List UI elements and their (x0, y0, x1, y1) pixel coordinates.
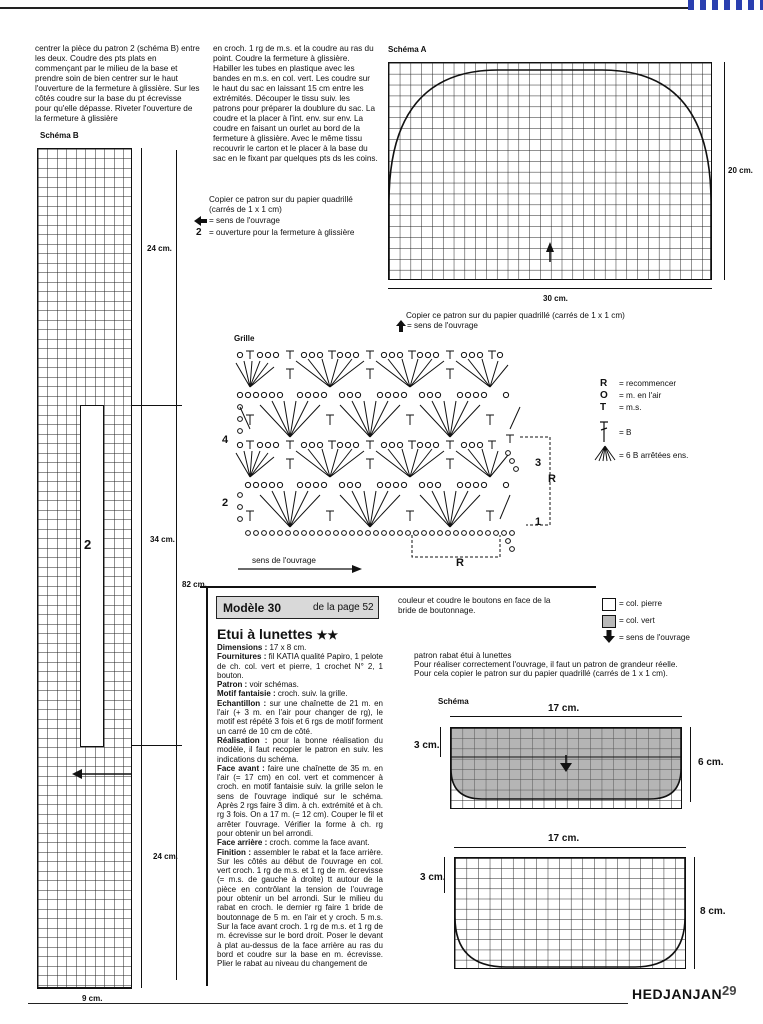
bot-width-line (454, 847, 686, 848)
grille-chart (230, 345, 560, 577)
modele-title: Etui à lunettes (217, 626, 313, 642)
sens-text: = sens de l'ouvrage (619, 633, 690, 642)
top-width-line (450, 716, 682, 717)
symbol-r-text: = recommencer (619, 379, 677, 388)
modele-frame-top (200, 586, 596, 588)
schema-b-dim-line (141, 148, 142, 988)
left-arrow-icon (194, 216, 208, 226)
schema-b-arrow-icon (72, 768, 134, 780)
schema-b-24-bottom: 24 cm. (153, 852, 178, 861)
bot-pattern-shape (454, 857, 686, 969)
schema-small-title: Schéma (438, 697, 469, 706)
symbol-o: O (600, 390, 608, 401)
modele-from-page: de la page 52 (313, 602, 374, 613)
vert-swatch (602, 615, 616, 628)
up-arrow-icon (396, 320, 406, 332)
modele-para: Motif fantaisie : croch. suiv. la grille. (217, 689, 348, 699)
bot-right-label: 8 cm. (700, 906, 726, 917)
schema-b-number: 2 (84, 537, 92, 552)
patron-line2: Pour cela copier le patron sur du papier quadrillé (carrés de 1 x 1 cm). (414, 669, 668, 678)
patron-line1: Pour réaliser correctement l'ouvrage, il faut un patron de grandeur réelle. (414, 660, 678, 669)
grille-title: Grille (234, 334, 255, 343)
page-number: 29 (722, 983, 737, 998)
schema-b-dim-tick (132, 405, 182, 406)
fan-stitch-icon (593, 444, 617, 462)
symbol-b-text: = B (619, 428, 632, 437)
bottom-border (28, 1003, 628, 1004)
schema-b-24-top: 24 cm. (147, 244, 172, 253)
top-left-dim (440, 727, 441, 757)
modele-header (216, 596, 379, 619)
grille-row-1: 1 (535, 516, 542, 528)
modele-para: Echantillon : sur une chaînette de 21 m. en l'air (+ 3 m. en l'air pour changer de rg), le motif est répété 3 fois et 6 rgs de motif forment un carré de 10 cm de côté. (217, 698, 384, 736)
legend-b-num-text: = ouverture pour la fermeture à glissière (209, 228, 355, 237)
schema-a-height: 20 cm. (728, 166, 753, 175)
grille-row-3: 3 (535, 457, 542, 469)
patron-title: patron rabat étui à lunettes (414, 651, 512, 660)
pierre-swatch (602, 598, 616, 611)
symbol-t: T (600, 402, 607, 413)
modele-para: Face avant : faire une chaînette de 35 m. en l'air (= 17 cm) en col. vert et commencer à croch. en motif fantaisie suiv. la grille selon le sens de l'ouvrage indiqué sur le schéma. Après 2 rgs faire 3 dim. à ch. extrémité et à ch. rg 3 fois. On a 17 m. (= 12 cm). Couper le fil et arrêter l'ouvrage. Vérifier la forme à ch. rg pour obtenir un bel arrondi. (217, 763, 383, 838)
modele-para: Patron : voir schémas. (217, 680, 299, 690)
legend-b-copy: Copier ce patron sur du papier quadrillé (carrés de 1 x 1 cm) (209, 195, 353, 214)
schema-b-82: 82 cm. (182, 580, 207, 589)
modele-para: Face arrière : croch. comme la face avant. (217, 838, 370, 848)
modele-para: Finition : assembler le rabat et la face arrière. Sur les côtés au début de l'ouvrage en col. vert croch. 1 rg de m.s. et 1 rg de m. écrevisse (= m.s. de gauche à droite) tt autour de la pièce en contrôlant la tension de l'ouvrage pour obtenir un bel arrondi. Sur le milieu du rabat en croch. le dernier rg faire 1 bride de boutonnage de 5 m. en l'air et y croch. 5 m.s. Sur la face avant croch. 1 rg de m.s. et 1 rg de m. écrevisse sur le bord droit. Poser le devant à plat au-dessus de la face arrière au ras du bord et coudre sur la base en m. écrevisse. Plier le rabat au niveau du changement de (217, 847, 384, 969)
schema-a-height-line (724, 62, 725, 280)
top-pattern-shape (450, 727, 682, 809)
symbol-t-text: = m.s. (619, 403, 642, 412)
scan-edge-pattern (688, 0, 763, 10)
top-right-dim (690, 727, 691, 802)
modele-stars: ★★ (316, 628, 339, 642)
right-arrow-icon (238, 564, 362, 574)
schema-a-title: Schéma A (388, 45, 427, 54)
schema-b-width-line (37, 988, 132, 989)
schema-b-9: 9 cm. (82, 994, 103, 1003)
top-right-label: 6 cm. (698, 757, 724, 768)
col4-text: couleur et coudre le boutons en face de la bride de boutonnage. (398, 596, 551, 615)
top-width-label: 17 cm. (548, 703, 580, 714)
col2-text: en croch. 1 rg de m.s. et la coudre au ras du point. Coudre la fermeture à glissière. Habiller les tubes en plastique avec les bandes en m.s. en col. vert. Les coudre sur le haut du sac en laissant 15 cm entre les extrémités. Découper le tissu suiv. les patrons pour préparer la doublure du sac. La coudre et la placer à l'int. env. sur env. La coudre en faisant un ourlet au bord de la fermeture à glissière. Avec le même tissu recouvrir le carton et le placer à la base du sac en le fixant par quelques pts ds les coins. (213, 44, 378, 163)
schema-a-width: 30 cm. (543, 294, 568, 303)
watermark: HEDJANJAN (632, 986, 723, 1002)
top-border (0, 7, 690, 9)
schema-a-width-line (388, 288, 712, 289)
schema-a-outline (388, 62, 712, 280)
modele-title-wrap (217, 626, 338, 642)
modele-para: Réalisation : pour la bonne réalisation du modèle, il faut recopier le patron en suiv. les indications du schéma. (217, 735, 383, 764)
col1-text: centrer la pièce du patron 2 (schéma B) entre les deux. Coudre des pts plats en commençant par le milieu de la base et prendre soin de bien centrer sur le haut l'ouverture de la fermeture à glissière. Sur les côtés coudre sur la base du pt écrevisse pour qu'elle dépasse. Riveter l'ouverture de la fermeture à glissière (35, 44, 200, 123)
bot-right-dim (694, 857, 695, 969)
modele-label: Modèle 30 (223, 601, 282, 615)
legend-b-arrow: = sens de l'ouvrage (209, 216, 280, 225)
schema-b-title: Schéma B (40, 131, 79, 140)
vert-text: = col. vert (619, 616, 655, 625)
symbol-fan-text: = 6 B arrêtées ens. (619, 451, 689, 460)
grille-row-2: 2 (222, 497, 229, 509)
top-left-label: 3 cm. (414, 740, 440, 751)
bot-left-label: 3 cm. (420, 872, 446, 883)
legend-b-num: 2 (196, 227, 202, 238)
down-arrow-icon (603, 630, 615, 643)
modele-body (217, 643, 383, 968)
schema-a-caption: Copier ce patron sur du papier quadrillé (carrés de 1 x 1 cm) (406, 311, 625, 320)
grille-r-right: R (548, 473, 556, 485)
modele-para: Dimensions : 17 x 8 cm. (217, 643, 307, 652)
grille-direction: sens de l'ouvrage (252, 556, 316, 565)
grille-r-bottom: R (456, 557, 464, 569)
symbol-r: R (600, 378, 608, 389)
schema-b-slot (80, 405, 104, 747)
symbol-o-text: = m. en l'air (619, 391, 662, 400)
schema-a-arrow-text: = sens de l'ouvrage (407, 321, 478, 330)
treble-stitch-icon (598, 420, 610, 444)
modele-para: Fournitures : fil KATIA qualité Papiro, 1 pelote de ch. col. vert et pierre, 1 crochet N° 2, 1 bouton. (217, 652, 383, 680)
schema-b-34: 34 cm. (150, 535, 175, 544)
grille-row-4: 4 (222, 434, 229, 446)
pierre-text: = col. pierre (619, 599, 663, 608)
schema-b-dim-tick-2 (132, 745, 182, 746)
modele-frame-left (206, 586, 208, 986)
bot-width-label: 17 cm. (548, 833, 580, 844)
